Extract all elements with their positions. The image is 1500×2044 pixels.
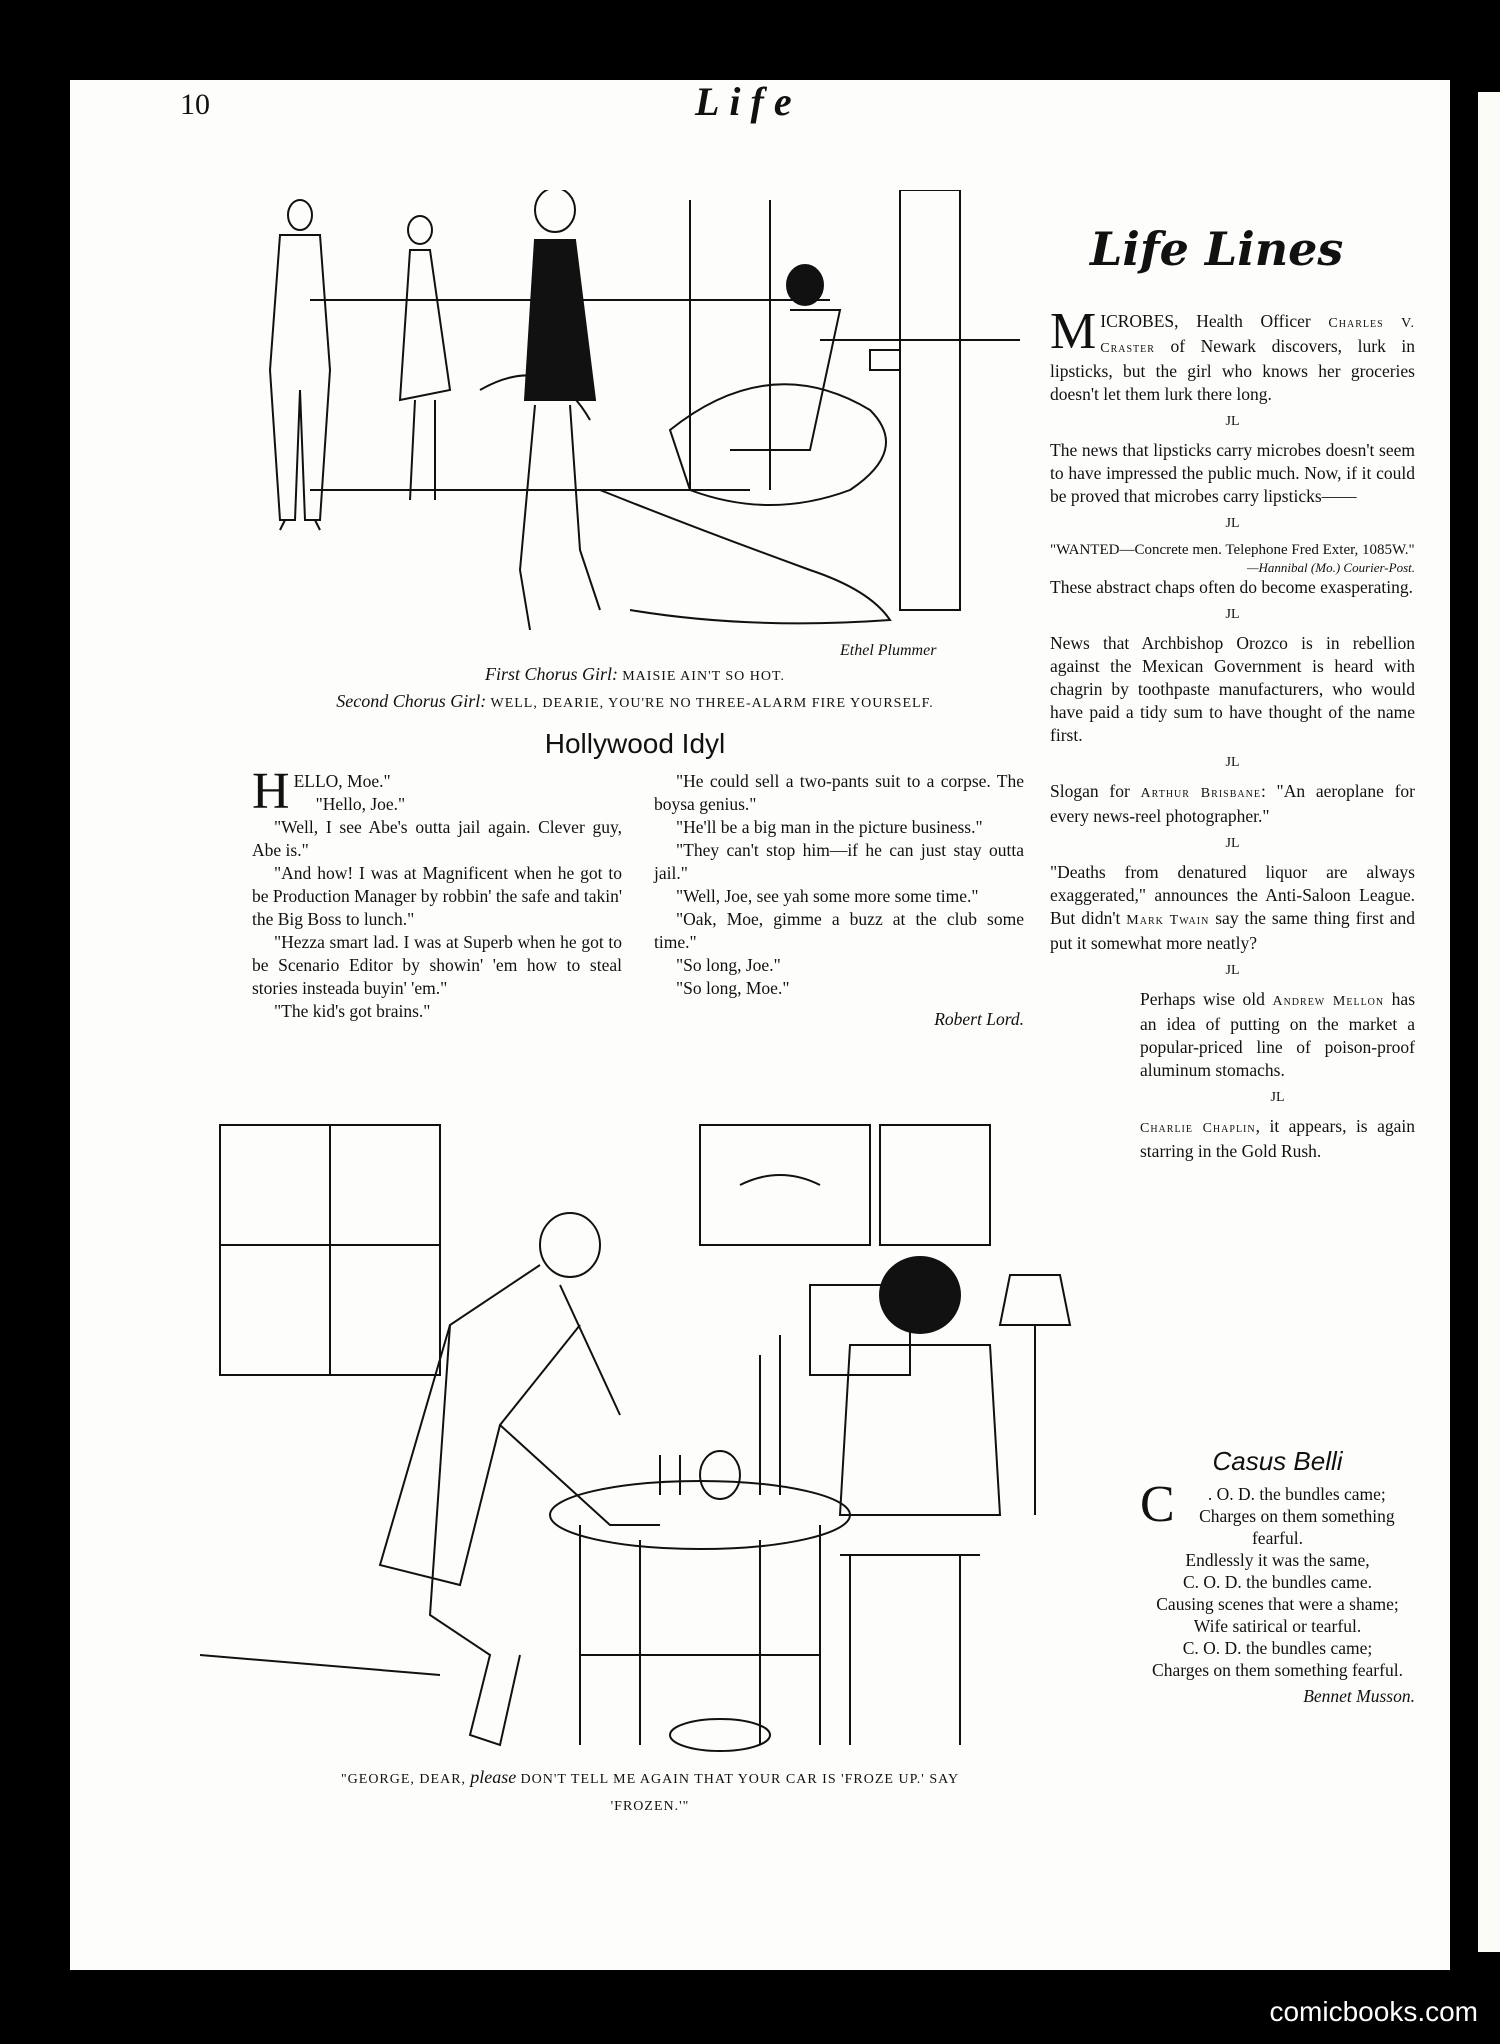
story-line: "He'll be a big man in the picture business.": [676, 817, 983, 837]
separator-icon: JL: [1225, 516, 1240, 531]
story-line: "He could sell a two-pants suit to a corpse. The boysa genius.": [654, 771, 1024, 814]
poem-block: [1140, 1446, 1415, 1707]
life-line-item: These abstract chaps often do become exasperating.: [1050, 577, 1413, 597]
poem-line: C . O. D. the bundles came;: [1140, 1476, 1386, 1533]
story-title: Hollywood Idyl: [544, 728, 726, 759]
story-byline: Robert Lord.: [934, 1009, 1024, 1029]
story-line: "Well, Joe, see yah some more some time.": [676, 886, 979, 906]
story-line: "Well, I see Abe's outta jail again. Clever guy, Abe is.": [252, 817, 622, 860]
story-column-1: [252, 763, 622, 1023]
life-line-item: News that Archbishop Orozco is in rebellion against the Mexican Government is heard with chagrin by toothpaste manufacturers, who would have paid a tidy sum to have thought of the name first.: [1050, 633, 1415, 745]
life-line-item: Charlie Chaplin, it appears, is again starring in the Gold Rush.: [1140, 1116, 1415, 1161]
life-lines-column: [1050, 303, 1415, 1163]
poem-dropcap: C: [1140, 1476, 1175, 1533]
story-line: "So long, Joe.": [676, 955, 781, 975]
caption-part-b: DON'T TELL ME AGAIN THAT YOUR CAR IS 'FROZE UP.' SAY 'FROZEN.'": [520, 1772, 960, 1814]
separator-icon: JL: [1225, 414, 1240, 429]
life-line-item: Perhaps wise old Andrew Mellon has an idea of putting on the market a popular-priced line of poison-proof aluminum stomachs.: [1140, 989, 1415, 1080]
story-line: "So long, Moe.": [676, 978, 790, 998]
story-column-2: [654, 770, 1024, 1031]
story-dropcap: H: [252, 763, 290, 820]
life-line-item: MICROBES, Health Officer Charles V. Craster of Newark discovers, lurk in lipsticks, but the girl who knows her groceries doesn't let them lurk there long.: [1050, 303, 1415, 404]
caption-speaker-1: First Chorus Girl:: [484, 664, 618, 684]
masthead: Life: [695, 79, 802, 124]
watermark: comicbooks.com: [1269, 1996, 1478, 2027]
life-line-item: Slogan for Arthur Brisbane: "An aeroplane for every news-reel photographer.": [1050, 781, 1415, 826]
caption-emphasis: please: [470, 1767, 517, 1787]
story-line: "Hello, Joe.": [315, 794, 406, 814]
page-number: 10: [180, 88, 210, 121]
separator-icon: JL: [1225, 836, 1240, 851]
poem-line: Charges on them something fearful.: [1199, 1506, 1395, 1548]
chorus-girls-illustration: [250, 190, 1020, 660]
poem-line: Endlessly it was the same,: [1185, 1550, 1370, 1570]
separator-icon: JL: [1270, 1090, 1285, 1105]
poem-author: Bennet Musson.: [1303, 1686, 1415, 1706]
story-line: "Hezza smart lad. I was at Superb when he got to be Scenario Editor by showin' 'em how to steal stories insteada buyin' 'em.": [252, 932, 622, 998]
top-cartoon-caption: [250, 662, 1020, 716]
story-line: "The kid's got brains.": [274, 1001, 431, 1021]
bottom-cartoon-caption: [300, 1765, 1000, 1819]
quote-credit: —Hannibal (Mo.) Courier-Post.: [1246, 560, 1415, 575]
poem-title: Casus Belli: [1212, 1446, 1343, 1476]
poem-line: Charges on them something fearful.: [1152, 1660, 1403, 1680]
life-lines-dropcap: M: [1050, 303, 1097, 360]
life-lines-heading: Life Lines: [1090, 222, 1344, 276]
story-line: "They can't stop him—if he can just stay outta jail.": [654, 840, 1024, 883]
poem-line: C. O. D. the bundles came;: [1182, 1638, 1373, 1658]
story-line: HELLO, Moe.": [252, 763, 391, 820]
poem-lines: [1140, 1476, 1415, 1707]
story-line: "Oak, Moe, gimme a buzz at the club some time.": [654, 909, 1024, 952]
caption-line-1: [250, 662, 1020, 689]
poem-line: Causing scenes that were a shame;: [1156, 1594, 1399, 1614]
poem-line: Wife satirical or tearful.: [1193, 1616, 1362, 1636]
caption-speaker-2: Second Chorus Girl:: [336, 691, 487, 711]
artist-signature: Ethel Plummer: [840, 642, 937, 659]
separator-icon: JL: [1225, 607, 1240, 622]
separator-icon: JL: [1225, 755, 1240, 770]
caption-part-a: "GEORGE, DEAR,: [340, 1772, 467, 1787]
breakfast-table-illustration: [200, 1095, 1090, 1765]
caption-text-1: MAISIE AIN'T SO HOT.: [622, 669, 786, 684]
caption-line-2: [250, 689, 1020, 716]
next-page-edge: [1478, 92, 1500, 1952]
caption-text-2: WELL, DEARIE, YOU'RE NO THREE-ALARM FIRE YOURSELF.: [490, 696, 934, 711]
separator-icon: JL: [1225, 963, 1240, 978]
life-line-item: The news that lipsticks carry microbes doesn't seem to have impressed the public much. Now, if it could be proved that microbes carry lipsticks——: [1050, 440, 1415, 506]
story-line: "And how! I was at Magnificent when he got to be Production Manager by robbin' the safe and takin' the Big Boss to lunch.": [252, 863, 622, 929]
poem-line: C. O. D. the bundles came.: [1182, 1572, 1373, 1592]
life-line-item: "Deaths from denatured liquor are always exaggerated," announces the Anti-Saloon League. But didn't Mark Twain say the same thing first and put it somewhat more neatly?: [1050, 862, 1415, 953]
life-line-item: "WANTED—Concrete men. Telephone Fred Exter, 1085W.": [1050, 542, 1415, 558]
